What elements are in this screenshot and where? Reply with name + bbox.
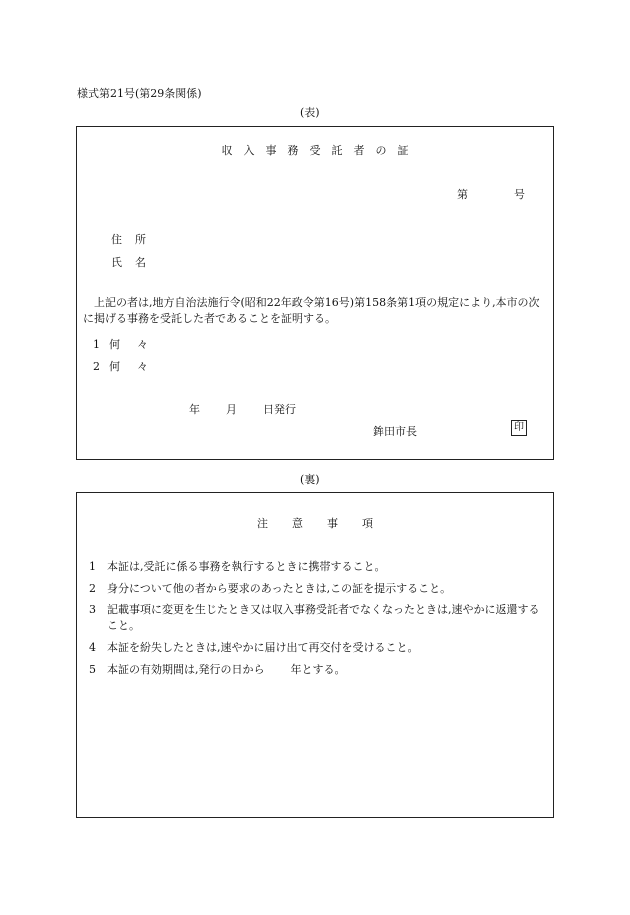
back-side-label: (裏) bbox=[300, 473, 320, 486]
number-prefix: 第 bbox=[457, 188, 468, 201]
front-side-label: (表) bbox=[300, 106, 320, 119]
certificate-back bbox=[76, 492, 554, 818]
issue-date: 年 月 日発行 bbox=[189, 403, 296, 416]
name-label: 氏 名 bbox=[111, 256, 146, 269]
certificate-front bbox=[76, 126, 554, 460]
note-item: 2 身分について他の者から要求のあったときは,この証を提示すること。 bbox=[89, 582, 452, 595]
notes-title: 注意事項 bbox=[257, 517, 397, 530]
form-number-label: 様式第21号(第29条関係) bbox=[77, 87, 202, 100]
certificate-number bbox=[457, 186, 525, 202]
issuer-name: 鉾田市長 bbox=[373, 425, 417, 438]
note-item: 5 本証の有効期間は,発行の日から 年とする。 bbox=[89, 663, 346, 676]
certification-statement: 上記の者は,地方自治法施行令(昭和22年政令第16号)第158条第1項の規定により,本市の次に掲げる事務を受託した者であることを証明する。 bbox=[83, 296, 540, 325]
number-suffix: 号 bbox=[514, 188, 525, 201]
certificate-title: 収入事務受託者の証 bbox=[221, 144, 420, 157]
list-item: 2 何 々 bbox=[93, 360, 148, 373]
note-item: 4 本証を紛失したときは,速やかに届け出て再交付を受けること。 bbox=[89, 641, 419, 654]
seal-mark: 印 bbox=[511, 420, 527, 436]
address-label: 住 所 bbox=[111, 233, 146, 246]
note-item: 1 本証は,受託に係る事務を執行するときに携帯すること。 bbox=[89, 560, 386, 573]
list-item: 1 何 々 bbox=[93, 338, 148, 351]
note-item: 3 記載事項に変更を生じたとき又は収入事務受託者でなくなったときは,速やかに返還すること。 bbox=[89, 603, 540, 632]
